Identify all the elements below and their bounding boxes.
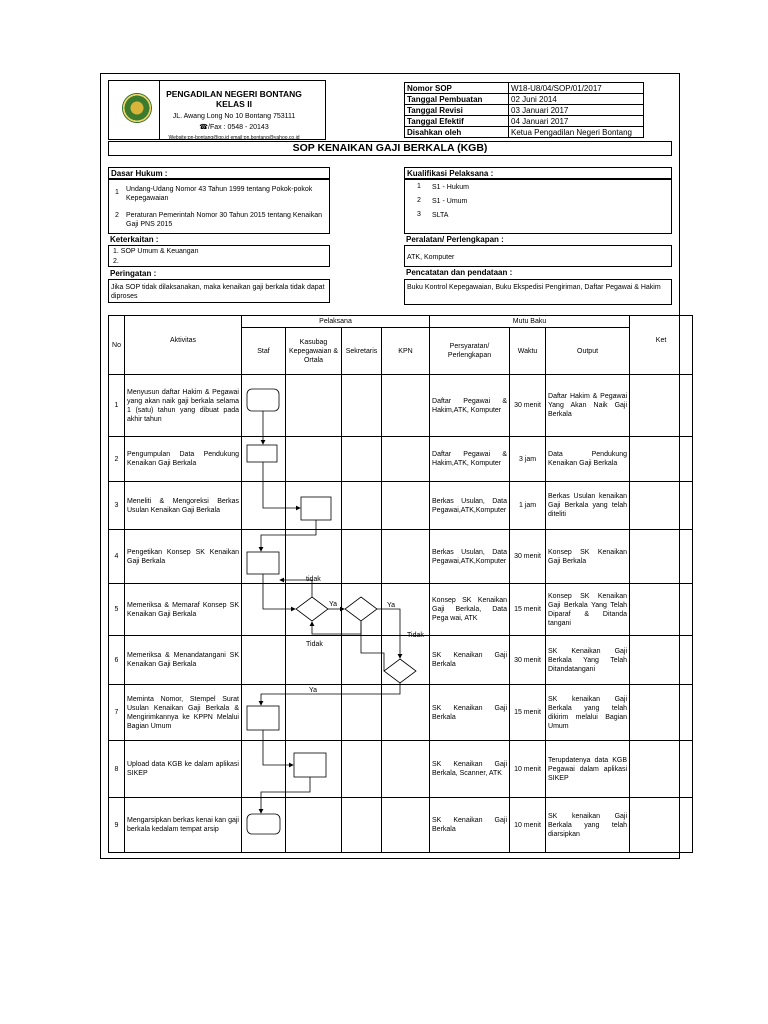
table-row: 7 Meminta Nomor, Stempel Surat Usulan Kenaikan Gaji Berkala & Mengirimkannya ke KPPN Melalui Bagian Umum SK Kenaikan Gaji Berkala 15 menit SK kenaikan Gaji Berkala yang telah dikirim melalui Bagian Umum bbox=[109, 685, 693, 741]
table-row: 9 Mengarsipkan berkas kenai kan gaji berkala kedalam tempat arsip SK Kenaikan Gaji Berkala 10 menit SK kenaikan Gaji Berkala yang telah diarsipkan bbox=[109, 798, 693, 853]
org-phone: ☎/Fax : 0548 - 20143 bbox=[199, 124, 269, 131]
col-header-no: No bbox=[109, 316, 125, 375]
meta-row-pembuatan: Tanggal Pembuatan 02 Juni 2014 bbox=[405, 94, 643, 105]
activity-table bbox=[108, 315, 693, 853]
org-website: Website:pn-bontang@go.id email:pn.bontang@yahoo.co.id bbox=[168, 135, 300, 141]
org-name: PENGADILAN NEGERI BONTANG bbox=[166, 89, 302, 99]
meta-row-revisi: Tanggal Revisi 03 Januari 2017 bbox=[405, 105, 643, 116]
pencatatan-text: Buku Kontrol Kepegawaian, Buku Ekspedisi Pengiriman, Daftar Pegawai & Hakim bbox=[407, 284, 661, 291]
flow-label-ya: Ya bbox=[309, 687, 318, 694]
col-header-sekretaris: Sekretaris bbox=[342, 328, 382, 375]
kualifikasi-item: S1 - Hukum bbox=[432, 184, 469, 191]
sop-document: PENGADILAN NEGERI BONTANG KELAS II JL. Awang Long No 10 Bontang 753111 ☎/Fax : 0548 - 20143 Website:pn-bontang@go.id email:pn.bontang@yahoo.co.id Nomor SOP W18-U8/04/SOP/01/2017 Tanggal Pembuatan 02 Juni 2014 Tanggal Revisi 03 Januari 2017 Tanggal Efektif 04 Januari 2017 Disahkan oleh Ketua Pengadilan Negeri Bontang SOP KENAIKAN GAJI BERKALA (KGB) Dasar Hukum : 1 Undang-Udang Nomor 43 Tahun 1999 tentang Pokok-pokok Kepegawaian 2 Peraturan Pemerintah Nomor 30 Tahun 2015 tentang Kenaikan Gaji PNS 2015 Keterkaitan : 1. SOP Umum & Keuangan 2. Peringatan : Jika SOP tidak dilaksanakan, maka kenaikan gaji berkala tidak dapat diproses Kualifikasi Pelaksana : 1 S1 - Hukum 2 S1 - Umum 3 SLTA Peralatan/ Perlengkapan : ATK, Komputer Pencatatan dan pendataan : Buku Kontrol Kepegawaian, Buku Ekspedisi Pengiriman, Daftar Pegawai & Hakim No Aktivitas Pelaksana Mutu Baku Ket Staf Kasubag Kepegawaian & Ortala Sekretaris KPN Persyaratan/ Perlengkapan Waktu Output 1 Menyusun daftar Hakim & Pegawai yang akan naik gaji berkala selama 1 (satu) tahun yang dibuat pada akhir tahun Daftar Pegawai & Hakim,ATK, Komputer 30 menit Daftar Hakim & Pegawai Yang Akan Naik Gaji Berkala 2 Pengumpulan Data Pendukung Kenaikan Gaji Berkala Daftar Pegawai & Hakim,ATK, Komputer 3 jam Data Pendukung Kenaikan Gaji Berkala 3 Meneliti & Mengoreksi Berkas Usulan Kenaikan Gaji Berkala Berkas Usulan, Data Pegawai,ATK,Komputer 1 jam Berkas Usulan kenaikan Gaji Berkala yang telah diteliti 4 Pengetikan Konsep SK Kenaikan Gaji Berkala Berkas Usulan, Data Pegawai,ATK,Komputer 30 menit Konsep SK Kenaikan Gaji Berkala 5 Memeriksa & Memaraf Konsep SK Kenaikan Gaji Berkala Konsep SK Kenaikan Gaji Berkala, Data Pega wai, ATK 15 menit Konsep SK Kenaikan Gaji Berkala Yang Telah Diparaf & Ditanda tangani 6 Memeriksa & Menandatangani SK Kenaikan Gaji Berkala SK Kenaikan Gaji Berkala 30 menit SK Kenaikan Gaji Berkala Yang Telah Ditandatangani 7 Meminta Nomor, Stempel Surat Usulan Kenaikan Gaji Berkala & Mengirimkannya ke KPPN Melalui Bagian Umum SK Kenaikan Gaji Berkala 15 menit SK kenaikan Gaji Berkala yang telah dikirim melalui Bagian Umum 8 Upload data KGB ke dalam aplikasi SIKEP SK Kenaikan Gaji Berkala, Scanner, ATK 10 menit Terupdatenya data KGB Pegawai dalam aplikasi SIKEP 9 Mengarsipkan berkas kenai kan gaji berkala kedalam tempat arsip SK Kenaikan Gaji Berkala 10 menit SK kenaikan Gaji Berkala yang telah diarsipkan tidak Ya Ya Tidak Tidak Ya bbox=[100, 73, 680, 859]
col-header-kasubag: Kasubag Kepegawaian & Ortala bbox=[286, 328, 342, 375]
dasar-hukum-item: Peraturan Pemerintah Nomor 30 Tahun 2015 tentang Kenaikan Gaji PNS 2015 bbox=[126, 212, 323, 228]
table-row: 3 Meneliti & Mengoreksi Berkas Usulan Kenaikan Gaji Berkala Berkas Usulan, Data Pegawai,ATK,Komputer 1 jam Berkas Usulan kenaikan Gaji Berkala yang telah diteliti bbox=[109, 482, 693, 530]
kualifikasi-item: SLTA bbox=[432, 212, 449, 219]
court-emblem-icon bbox=[122, 93, 152, 123]
pencatatan-title: Pencatatan dan pendataan : bbox=[406, 268, 513, 277]
org-class: KELAS II bbox=[216, 99, 252, 109]
peralatan-text: ATK, Komputer bbox=[407, 254, 455, 261]
peralatan-title: Peralatan/ Perlengkapan : bbox=[406, 235, 504, 244]
table-row: 5 Memeriksa & Memaraf Konsep SK Kenaikan Gaji Berkala Konsep SK Kenaikan Gaji Berkala, Data Pega wai, ATK 15 menit Konsep SK Kenaikan Gaji Berkala Yang Telah Diparaf & Ditanda tangani bbox=[109, 584, 693, 636]
kualifikasi-title: Kualifikasi Pelaksana : bbox=[407, 169, 494, 178]
org-address: JL. Awang Long No 10 Bontang 753111 bbox=[172, 113, 296, 120]
dasar-hukum-title: Dasar Hukum : bbox=[111, 169, 168, 178]
flow-label-ya: Ya bbox=[387, 602, 396, 609]
col-header-kpn: KPN bbox=[382, 328, 430, 375]
meta-row-disahkan: Disahkan oleh Ketua Pengadilan Negeri Bontang bbox=[407, 128, 632, 137]
peringatan-text: Jika SOP tidak dilaksanakan, maka kenaikan gaji berkala tidak dapat diproses bbox=[111, 284, 325, 300]
keterkaitan-item: 2. bbox=[113, 258, 119, 265]
col-header-output: Output bbox=[546, 328, 630, 375]
peringatan-title: Peringatan : bbox=[110, 269, 157, 278]
table-row: 4 Pengetikan Konsep SK Kenaikan Gaji Berkala Berkas Usulan, Data Pegawai,ATK,Komputer 30 menit Konsep SK Kenaikan Gaji Berkala bbox=[109, 530, 693, 584]
flow-label-tidak: Tidak bbox=[306, 641, 323, 648]
org-header bbox=[108, 80, 326, 140]
dasar-hukum-item: Undang-Udang Nomor 43 Tahun 1999 tentang Pokok-pokok Kepegawaian bbox=[126, 186, 313, 202]
table-row: 1 Menyusun daftar Hakim & Pegawai yang akan naik gaji berkala selama 1 (satu) tahun yang dibuat pada akhir tahun Daftar Pegawai & Hakim,ATK, Komputer 30 menit Daftar Hakim & Pegawai Yang Akan Naik Gaji Berkala bbox=[109, 375, 693, 437]
col-header-staf: Staf bbox=[242, 328, 286, 375]
flow-label-tidak: tidak bbox=[306, 576, 321, 583]
flow-label-tidak: Tidak bbox=[407, 632, 424, 639]
sop-metadata bbox=[404, 82, 644, 138]
keterkaitan-title: Keterkaitan : bbox=[110, 235, 159, 244]
kualifikasi-item: S1 - Umum bbox=[432, 198, 468, 205]
col-header-waktu: Waktu bbox=[510, 328, 546, 375]
col-header-aktivitas: Aktivitas bbox=[125, 316, 242, 375]
meta-row-nomor: Nomor SOP W18-U8/04/SOP/01/2017 bbox=[405, 83, 643, 94]
col-header-persyaratan: Persyaratan/ Perlengkapan bbox=[430, 328, 510, 375]
flow-label-ya: Ya bbox=[329, 601, 338, 608]
table-row: 8 Upload data KGB ke dalam aplikasi SIKEP SK Kenaikan Gaji Berkala, Scanner, ATK 10 menit Terupdatenya data KGB Pegawai dalam aplikasi SIKEP bbox=[109, 741, 693, 798]
keterkaitan-item: 1. SOP Umum & Keuangan bbox=[113, 248, 199, 255]
table-row: 6 Memeriksa & Menandatangani SK Kenaikan Gaji Berkala SK Kenaikan Gaji Berkala 30 menit SK Kenaikan Gaji Berkala Yang Telah Ditandatangani bbox=[109, 636, 693, 685]
col-header-pelaksana: Pelaksana bbox=[242, 316, 430, 328]
col-header-ket: Ket bbox=[630, 316, 693, 375]
meta-row-efektif: Tanggal Efektif 04 Januari 2017 bbox=[405, 116, 643, 127]
table-row: 2 Pengumpulan Data Pendukung Kenaikan Gaji Berkala Daftar Pegawai & Hakim,ATK, Komputer 3 jam Data Pendukung Kenaikan Gaji Berkala bbox=[109, 437, 693, 482]
sop-title: SOP KENAIKAN GAJI BERKALA (KGB) bbox=[108, 141, 672, 156]
col-header-mutu-baku: Mutu Baku bbox=[430, 316, 630, 328]
